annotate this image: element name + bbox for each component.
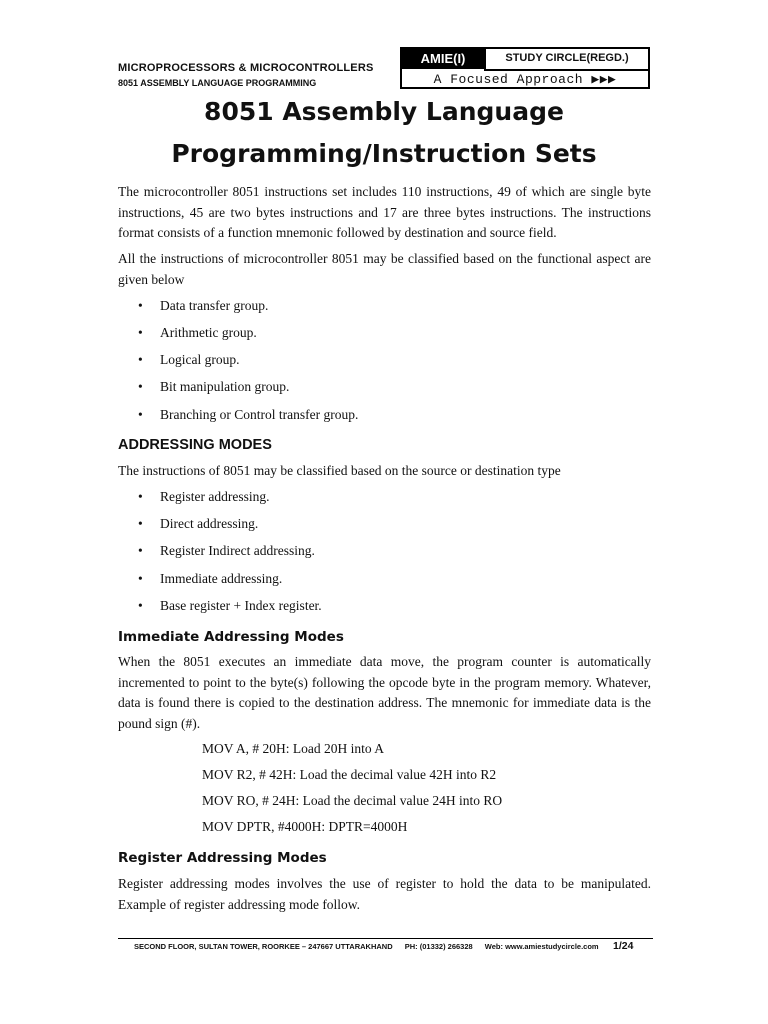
footer-info xyxy=(134,942,609,951)
header-chapter: 8051 ASSEMBLY LANGUAGE PROGRAMMING xyxy=(118,78,317,88)
list-item: • Immediate addressing. xyxy=(160,571,282,587)
subsection-heading-register: Register Addressing Modes xyxy=(118,850,327,866)
list-item: • Register Indirect addressing. xyxy=(160,543,315,559)
classification-paragraph: All the instructions of microcontroller 8051 may be classified based on the functional aspect are given below xyxy=(118,251,651,287)
register-paragraph: Register addressing modes involves the use of register to hold the data to be manipulated. Example of register addressing mode follow. xyxy=(118,876,651,912)
immediate-paragraph: When the 8051 executes an immediate data move, the program counter is automatically incremented to point to the byte(s) following the opcode byte in the program memory. Whatever, data is found there is copied to the destination address. The mnemonic for immediate data is the pound sign (#). xyxy=(118,654,651,731)
code-example: MOV DPTR, #4000H: DPTR=4000H xyxy=(202,819,408,834)
footer-web[interactable]: Web: www.amiestudycircle.com xyxy=(484,942,599,951)
list-item: • Direct addressing. xyxy=(160,516,258,532)
addressing-intro: The instructions of 8051 may be classified based on the source or destination type xyxy=(118,463,561,478)
code-example: MOV A, # 20H: Load 20H into A xyxy=(202,741,385,756)
brand-name: STUDY CIRCLE(REGD.) xyxy=(484,49,648,71)
brand-amie-label: AMIE(I) xyxy=(402,49,484,69)
list-item: • Logical group. xyxy=(160,352,239,368)
header-subject: MICROPROCESSORS & MICROCONTROLLERS xyxy=(118,62,374,74)
list-item: • Register addressing. xyxy=(160,489,269,505)
intro-paragraph: The microcontroller 8051 instructions set includes 110 instructions, 49 of which are single byte instructions, 45 are two bytes instructions and 17 are three bytes instructions. The instructions format consists of a function mnemonic followed by destination and source field. xyxy=(118,184,651,240)
page-title-line2: Programming/Instruction Sets xyxy=(171,139,597,168)
list-item: • Bit manipulation group. xyxy=(160,379,289,395)
footer-divider xyxy=(118,938,653,939)
list-item: • Data transfer group. xyxy=(160,298,268,314)
list-item: • Base register + Index register. xyxy=(160,598,322,614)
code-example: MOV R2, # 42H: Load the decimal value 42H into R2 xyxy=(202,767,497,782)
subsection-heading-immediate: Immediate Addressing Modes xyxy=(118,629,344,645)
footer-phone: PH: (01332) 266328 xyxy=(404,942,473,951)
list-item: • Branching or Control transfer group. xyxy=(160,407,358,423)
brand-box xyxy=(400,47,650,89)
section-heading-addressing: ADDRESSING MODES xyxy=(118,437,272,453)
footer-address: SECOND FLOOR, SULTAN TOWER, ROORKEE – 247667 UTTARAKHAND xyxy=(134,942,393,951)
code-example: MOV RO, # 24H: Load the decimal value 24H into RO xyxy=(202,793,503,808)
page-number: 1/24 xyxy=(613,940,634,952)
brand-tagline: A Focused Approach ▶▶▶ xyxy=(433,72,617,87)
list-item: • Arithmetic group. xyxy=(160,325,257,341)
page-title-line1: 8051 Assembly Language xyxy=(204,97,564,126)
